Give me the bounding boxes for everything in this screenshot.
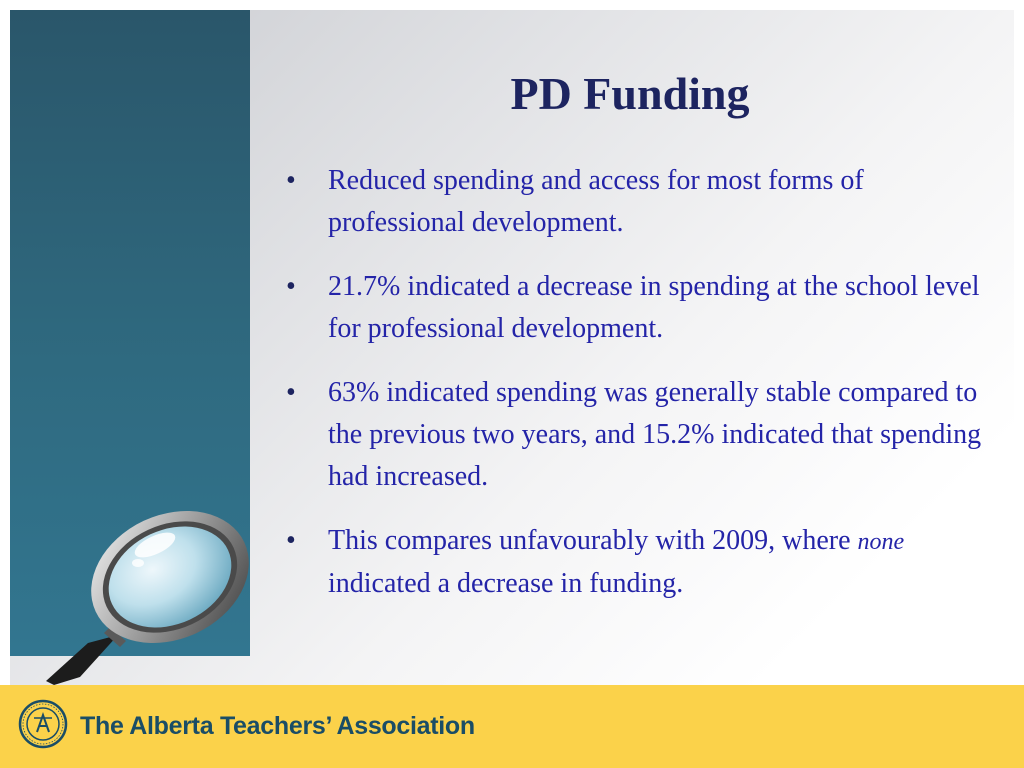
bullet-text: Reduced spending and access for most forms of professional development. [328, 165, 864, 238]
bullet-list [286, 160, 986, 627]
bullet-text-start: This compares unfavourably with 2009, where [328, 525, 858, 556]
bullet-item [286, 372, 986, 498]
bullet-marker: • [286, 165, 296, 196]
bullet-marker: • [286, 271, 296, 302]
bullet-emphasis: none [857, 529, 905, 555]
bullet-text: 21.7% indicated a decrease in spending at the school level for professional development. [328, 271, 980, 344]
ata-seal-icon [18, 699, 68, 749]
bullet-text-end: indicated a decrease in funding. [328, 568, 684, 599]
organization-name: The Alberta Teachers’ Association [80, 712, 475, 740]
magnifying-glass-icon [40, 505, 250, 685]
bullet-item [286, 266, 986, 350]
slide-title: PD Funding [510, 68, 750, 119]
bullet-marker: • [286, 377, 296, 408]
bullet-item [286, 160, 986, 244]
bullet-marker: • [286, 525, 296, 556]
bullet-text: 63% indicated spending was generally stable compared to the previous two years, and 15.2% indicated that spending had increased. [328, 377, 982, 492]
bullet-item [286, 520, 986, 605]
